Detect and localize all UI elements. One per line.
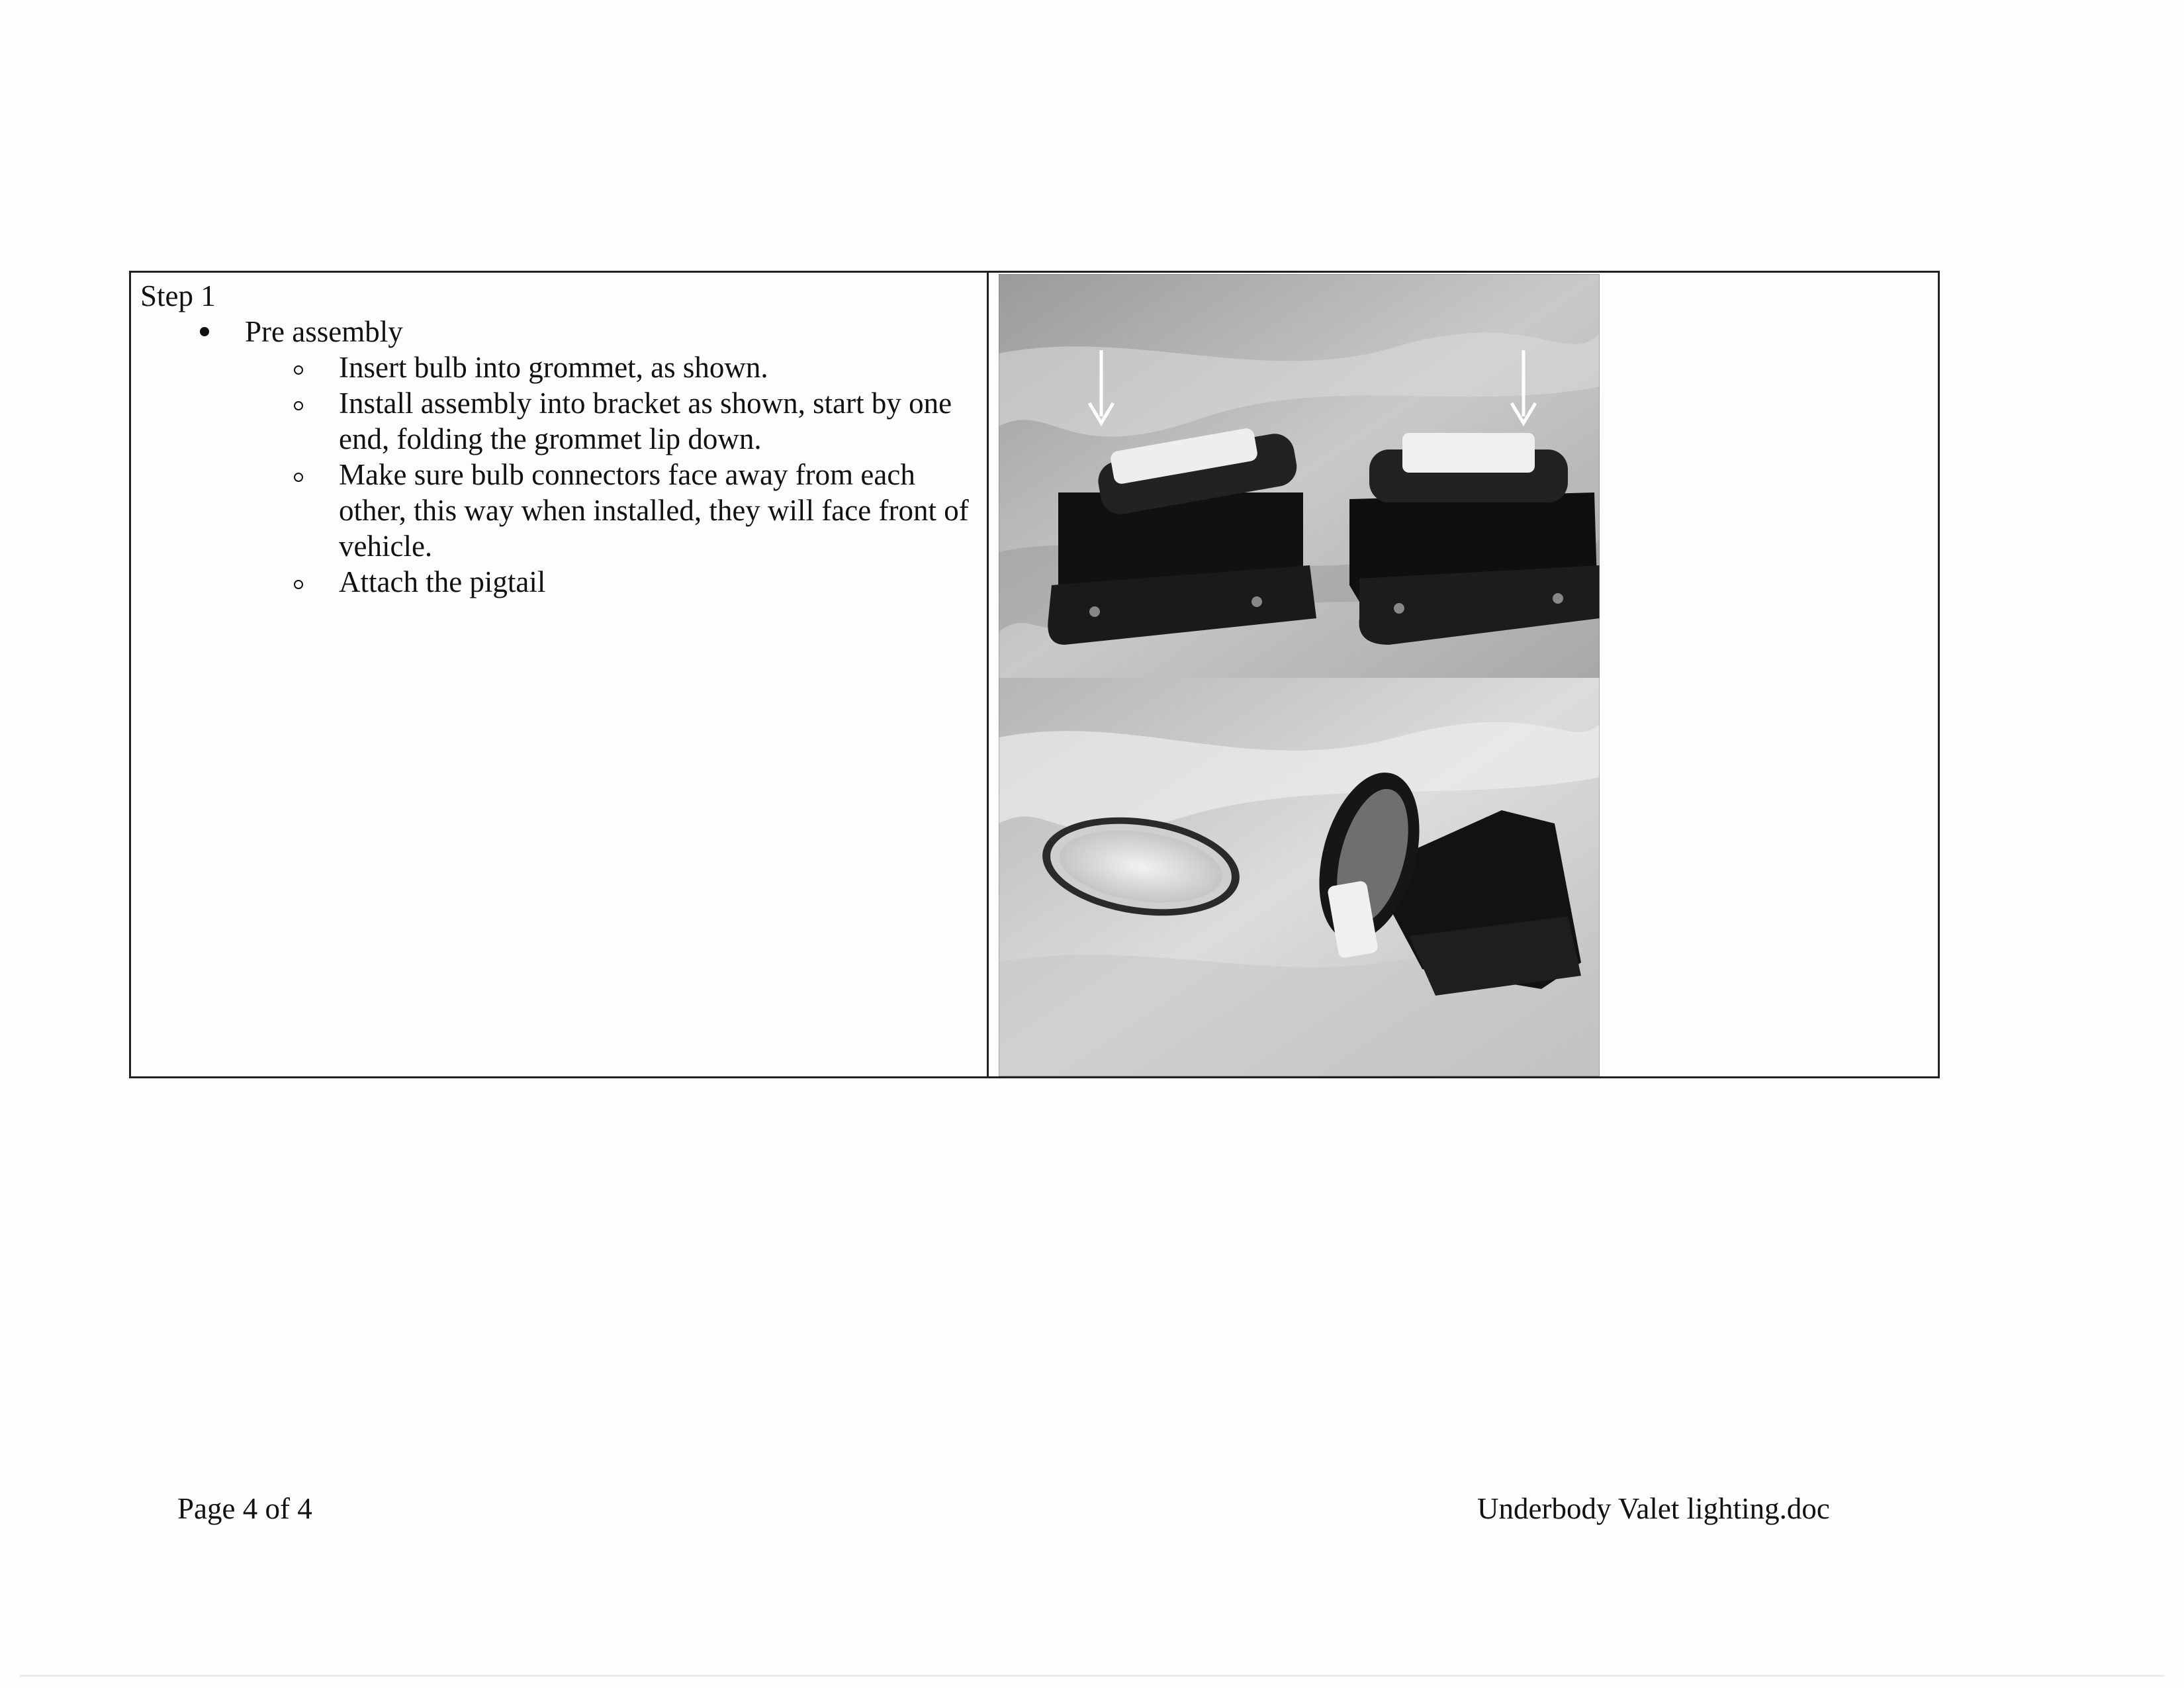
bullet-dot-icon — [200, 327, 209, 336]
circle-bullet-icon — [294, 580, 303, 589]
photo-cell — [999, 274, 1600, 1076]
circle-bullet-icon — [294, 365, 303, 375]
sub-item-text: Attach the pigtail — [339, 565, 546, 598]
step-table — [129, 271, 1940, 1078]
document-filename: Underbody Valet lighting.doc — [1477, 1492, 1830, 1525]
instructions-cell — [140, 278, 981, 600]
circle-bullet-icon — [294, 401, 303, 410]
sub-item — [140, 350, 981, 385]
bulb-grommet-photo — [999, 678, 1600, 1076]
sub-item-text: Install assembly into bracket as shown, start by one end, folding the grommet lip down. — [339, 387, 952, 455]
bracket-assemblies-photo — [999, 274, 1600, 678]
column-divider — [987, 273, 989, 1076]
sub-item — [140, 457, 981, 564]
circle-bullet-icon — [294, 473, 303, 482]
photo-collage — [999, 274, 1600, 1076]
sub-item-text: Insert bulb into grommet, as shown. — [339, 351, 768, 384]
page-number: Page 4 of 4 — [177, 1492, 312, 1525]
bullet-item — [140, 314, 981, 350]
sub-item-text: Make sure bulb connectors face away from each other, this way when installed, they will face front of vehicle. — [339, 458, 969, 563]
sub-item — [140, 385, 981, 457]
step-title: Step 1 — [140, 279, 216, 312]
scan-edge — [20, 1675, 2164, 1677]
sub-item — [140, 564, 981, 600]
bullet-label: Pre assembly — [245, 315, 403, 348]
